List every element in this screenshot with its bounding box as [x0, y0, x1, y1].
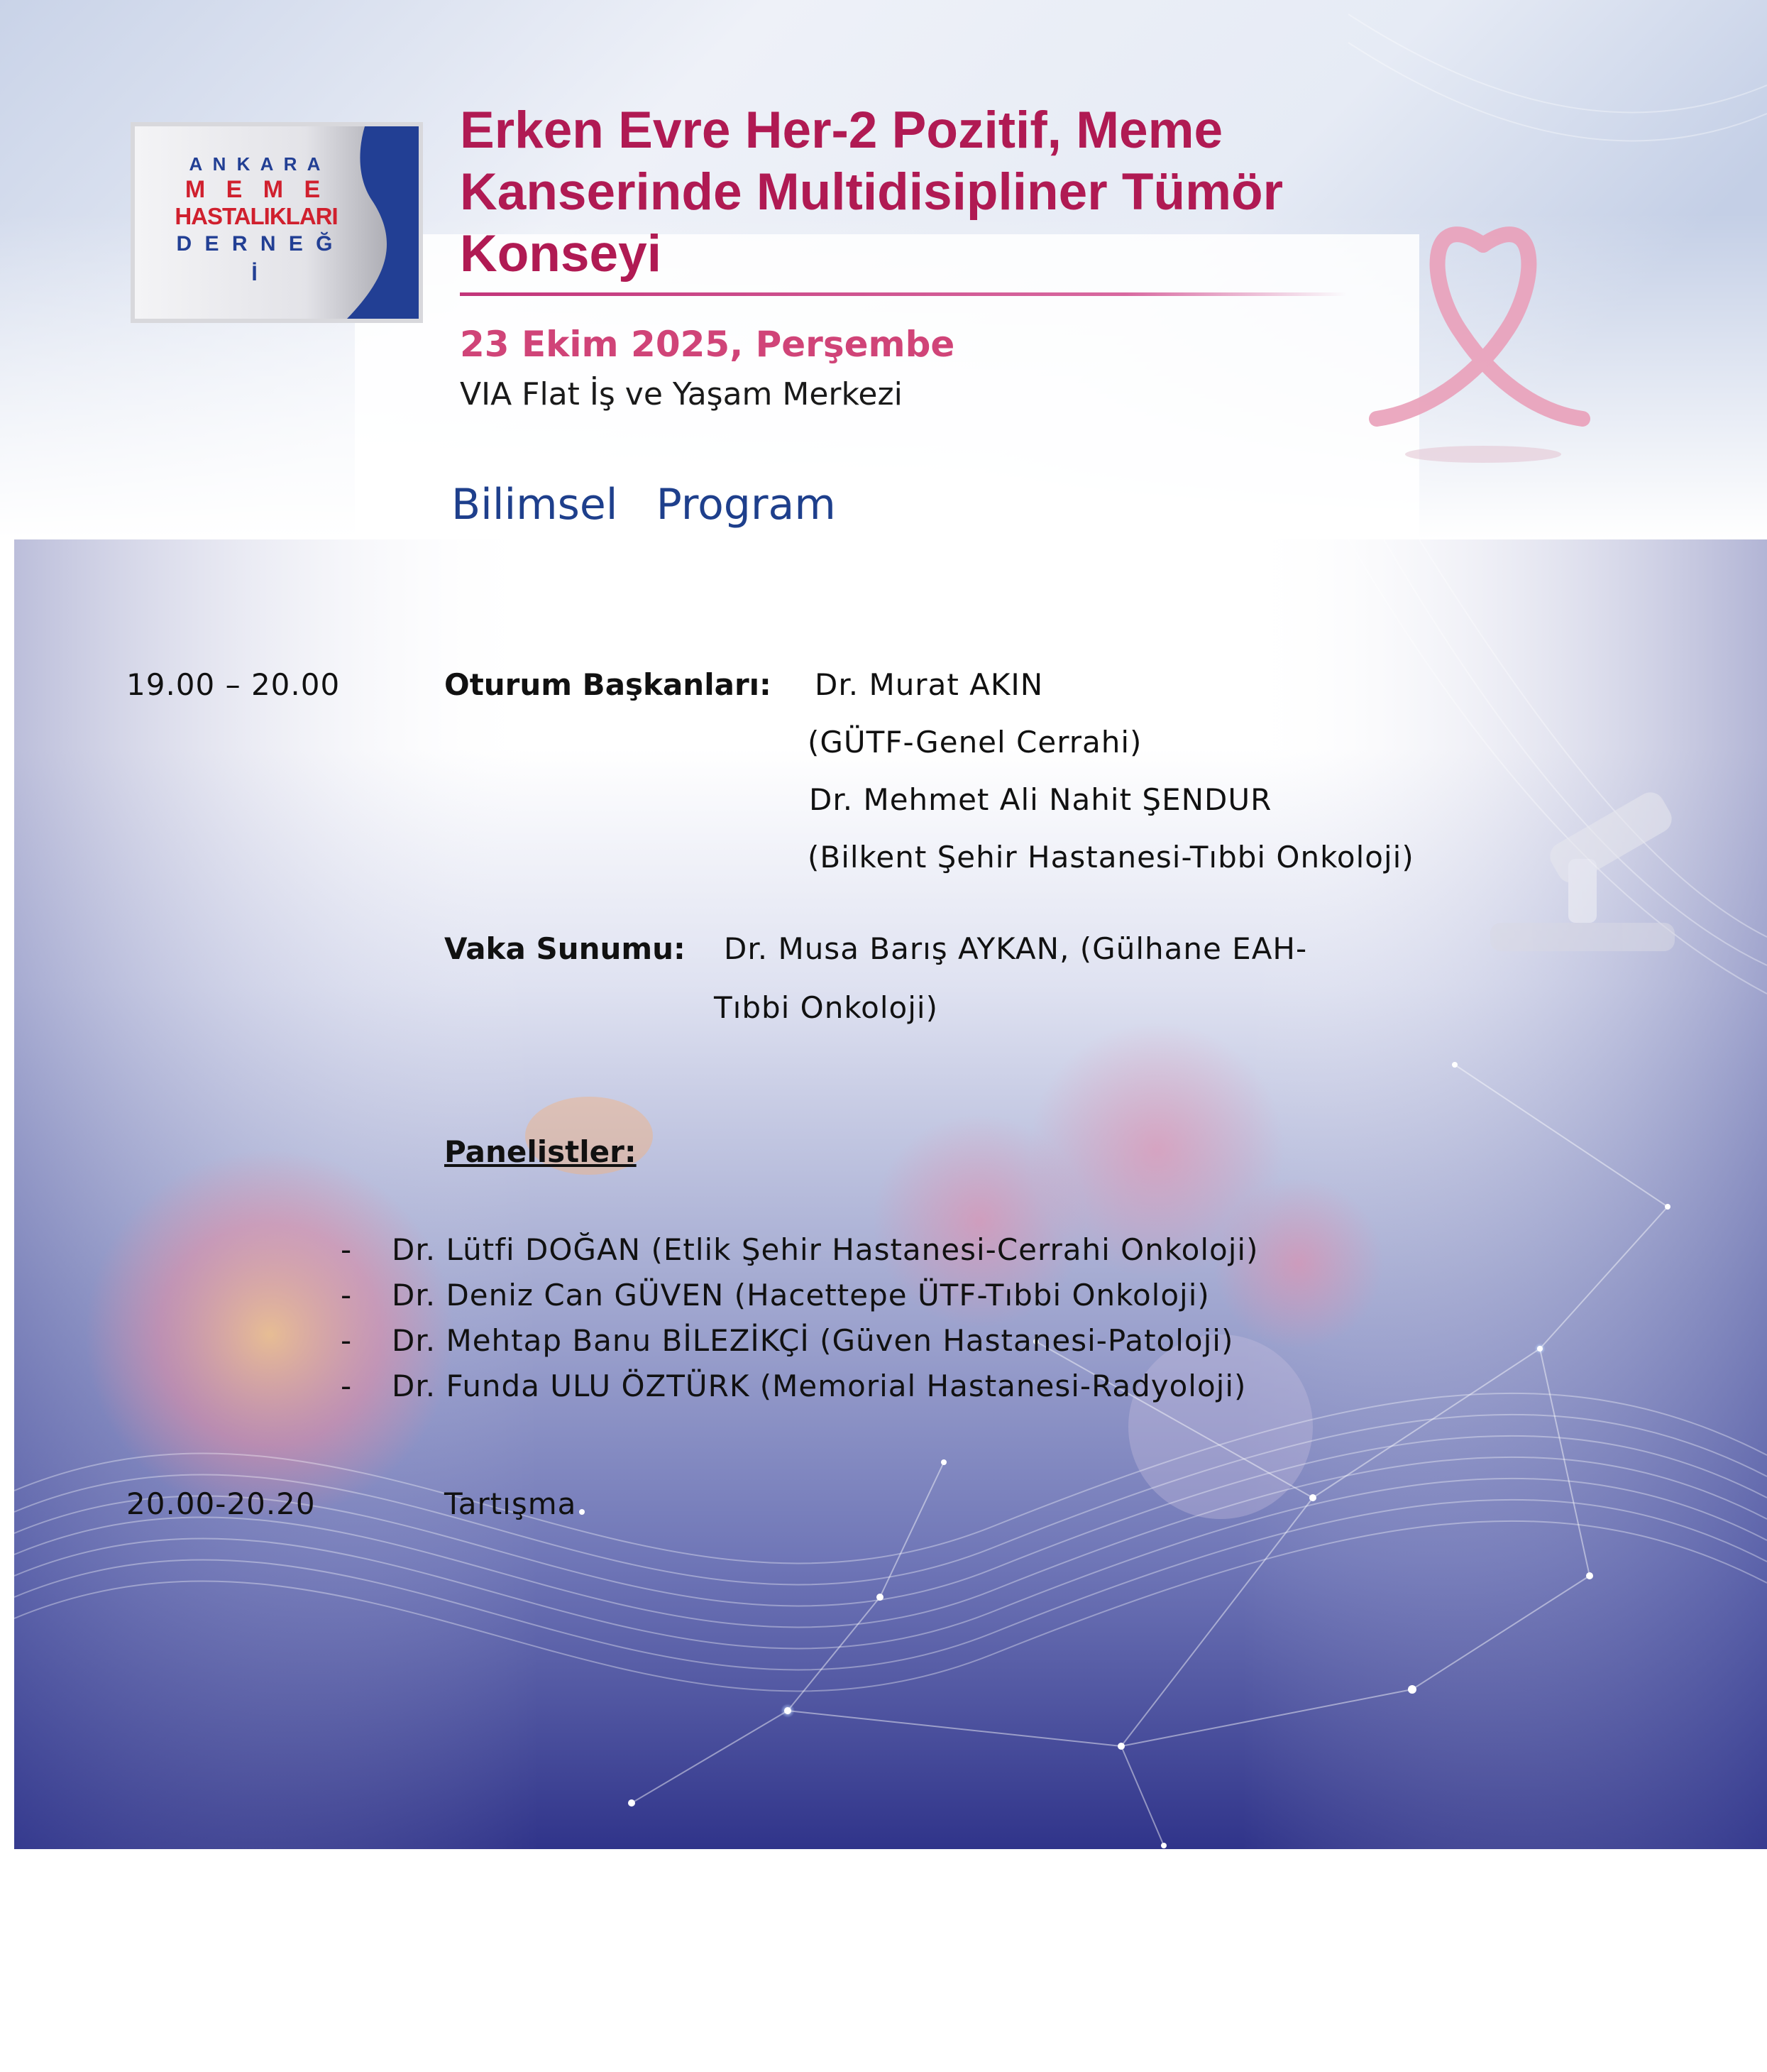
- event-date: 23 Ekim 2025, Perşembe: [460, 324, 955, 365]
- session2-time: 20.00-20.20: [126, 1486, 316, 1521]
- chair1-affiliation: (GÜTF-Genel Cerrahi): [808, 725, 1143, 760]
- panelist-bullet: -: [341, 1323, 353, 1358]
- chair2-affiliation: (Bilkent Şehir Hastanesi-Tıbbi Onkoloji): [808, 840, 1414, 875]
- case-label: Vaka Sunumu:: [444, 931, 686, 966]
- panelist-item: Dr. Mehtap Banu BİLEZİKÇİ (Güven Hastanesi-Patoloji): [392, 1323, 1234, 1358]
- panelists-label: Panelistler:: [444, 1134, 637, 1169]
- session1-time: 19.00 – 20.00: [126, 667, 341, 702]
- association-logo: [131, 122, 423, 323]
- title-divider: [460, 292, 1347, 296]
- panelist-item: Dr. Funda ULU ÖZTÜRK (Memorial Hastanesi-Radyoloji): [392, 1369, 1247, 1403]
- logo-line-hastaliklari: HASTALIKLARI: [175, 203, 338, 229]
- event-title: [460, 99, 1468, 285]
- title-line-1: Erken Evre Her-2 Pozitif, Meme: [460, 102, 1223, 159]
- case-presenter-line1: Dr. Musa Barış AYKAN, (Gülhane EAH-: [724, 931, 1308, 966]
- panelist-item: Dr. Lütfi DOĞAN (Etlik Şehir Hastanesi-Cerrahi Onkoloji): [392, 1232, 1259, 1267]
- panelist-bullet: -: [341, 1232, 353, 1267]
- program-title: Bilimsel Program: [451, 480, 836, 530]
- title-line-2: Kanserinde Multidisipliner Tümör: [460, 163, 1284, 221]
- chair2-name: Dr. Mehmet Ali Nahit ŞENDUR: [809, 782, 1272, 817]
- logo-line-ankara: A N K A R A: [189, 153, 324, 175]
- event-venue: VIA Flat İş ve Yaşam Merkezi: [460, 376, 903, 412]
- chairs-label: Oturum Başkanları:: [444, 667, 771, 702]
- panelist-bullet: -: [341, 1278, 353, 1312]
- panelist-item: Dr. Deniz Can GÜVEN (Hacettepe ÜTF-Tıbbi Onkoloji): [392, 1278, 1210, 1312]
- panelist-bullet: -: [341, 1369, 353, 1403]
- logo-line-meme: M E M E: [185, 176, 328, 203]
- logo-line-dernegi: D E R N E Ğ İ: [176, 232, 336, 285]
- title-line-3: Konseyi: [460, 225, 661, 283]
- chair1-name: Dr. Murat AKIN: [815, 667, 1044, 702]
- case-presenter-line2: Tıbbi Onkoloji): [714, 990, 938, 1025]
- session2-label: Tartışma: [444, 1486, 577, 1521]
